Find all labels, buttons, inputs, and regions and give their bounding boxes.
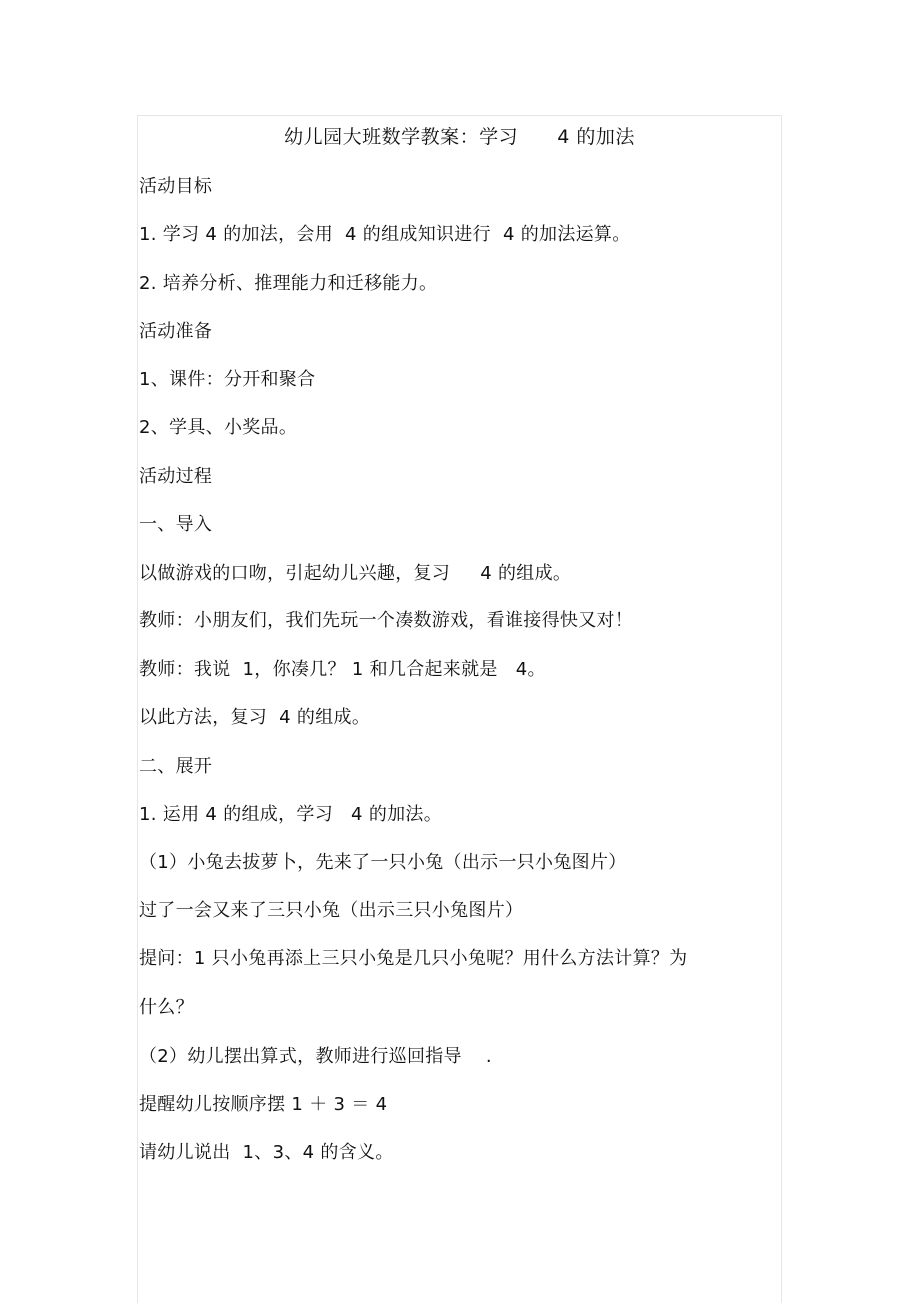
- paragraph: 提问：1 只小兔再添上三只小兔是几只小兔呢？用什么方法计算？为: [139, 948, 688, 969]
- paragraph: （2）幼儿摆出算式，教师进行巡回指导 .: [139, 1046, 492, 1067]
- paragraph: 以做游戏的口吻，引起幼儿兴趣，复习 4 的组成。: [139, 563, 572, 584]
- paragraph: 以此方法，复习 4 的组成。: [139, 707, 371, 728]
- paragraph: （1）小兔去拔萝卜，先来了一只小兔（出示一只小兔图片）: [139, 852, 627, 873]
- preparation-item-2: 2、学具、小奖品。: [139, 417, 298, 438]
- section-heading-preparation: 活动准备: [139, 321, 213, 342]
- section-heading-process: 活动过程: [139, 466, 213, 487]
- objective-item-2: 2. 培养分析、推理能力和迁移能力。: [139, 273, 438, 294]
- section-heading-objectives: 活动目标: [139, 176, 213, 197]
- preparation-item-1: 1、课件：分开和聚合: [139, 369, 316, 390]
- paragraph: 提醒幼儿按顺序摆 1 ＋ 3 ＝ 4: [139, 1094, 388, 1115]
- objective-item-1: 1. 学习 4 的加法，会用 4 的组成知识进行 4 的加法运算。: [139, 224, 631, 245]
- paragraph: 过了一会又来了三只小兔（出示三只小兔图片）: [139, 900, 524, 921]
- paragraph: 1. 运用 4 的组成，学习 4 的加法。: [139, 804, 443, 825]
- subheading-intro: 一、导入: [139, 514, 213, 535]
- subheading-expand: 二、展开: [139, 756, 213, 777]
- document-title: 幼儿园大班数学教案：学习 4 的加法: [284, 126, 635, 148]
- paragraph: 什么？: [139, 997, 194, 1018]
- paragraph: 教师：小朋友们，我们先玩一个凑数游戏，看谁接得快又对！: [139, 610, 634, 631]
- paragraph: 教师：我说 1，你凑几？ 1 和几合起来就是 4。: [139, 659, 546, 680]
- paragraph: 请幼儿说出 1、3、4 的含义。: [139, 1142, 394, 1163]
